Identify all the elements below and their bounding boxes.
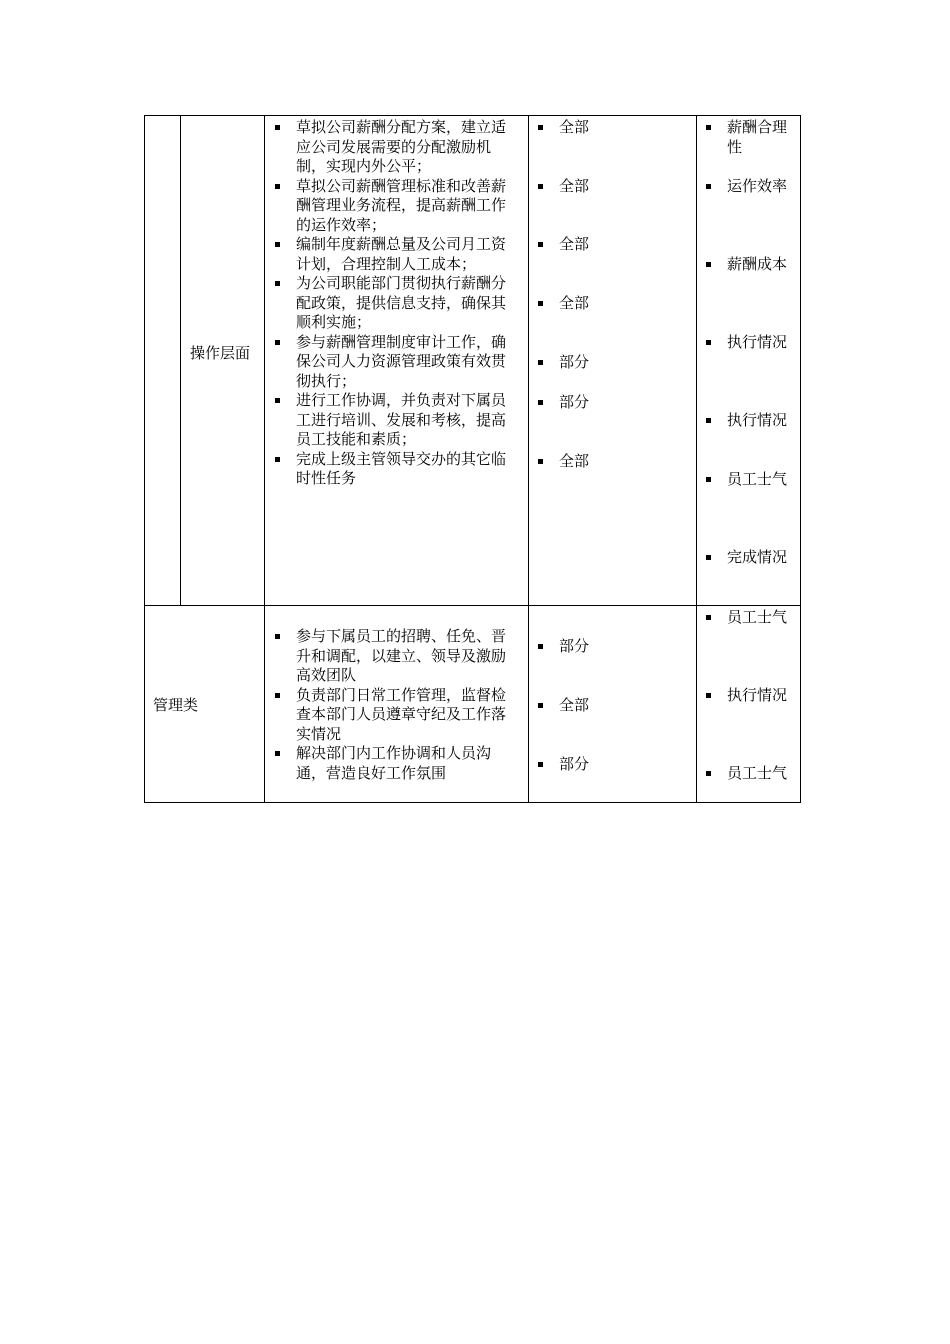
bullet-icon	[275, 457, 280, 462]
scope-item: 全部	[538, 294, 589, 314]
list-item: 草拟公司薪酬分配方案，建立适应公司发展需要的分配激励机制，实现内外公平；	[275, 118, 515, 177]
scope-item: 全部	[538, 696, 589, 716]
bullet-icon	[706, 340, 711, 345]
bullet-icon	[538, 762, 543, 767]
metric-item: 薪酬成本	[706, 255, 787, 275]
metric-item: 执行情况	[706, 333, 787, 353]
metric-item: 员工士气	[706, 608, 787, 628]
bullet-icon	[538, 703, 543, 708]
list-item: 编制年度薪酬总量及公司月工资计划，合理控制人工成本；	[275, 235, 515, 274]
bullet-icon	[706, 615, 711, 620]
bullet-icon	[706, 693, 711, 698]
bullet-icon	[706, 477, 711, 482]
scope-item: 部分	[538, 637, 589, 657]
bullet-icon	[275, 281, 280, 286]
list-item: 进行工作协调，并负责对下属员工进行培训、发展和考核，提高员工技能和素质；	[275, 391, 515, 450]
list-item: 参与下属员工的招聘、任免、晋升和调配，以建立、领导及激励高效团队	[275, 627, 515, 686]
list-item: 草拟公司薪酬管理标准和改善薪酬管理业务流程，提高薪酬工作的运作效率；	[275, 177, 515, 236]
bullet-icon	[706, 555, 711, 560]
metric-item: 员工士气	[706, 764, 787, 801]
list-item: 为公司职能部门贯彻执行薪酬分配政策，提供信息支持，确保其顺利实施；	[275, 274, 515, 333]
table-divider	[528, 115, 529, 803]
list-item: 完成上级主管领导交办的其它临时性任务	[275, 450, 515, 489]
bullet-icon	[538, 301, 543, 306]
scope-item: 部分	[538, 393, 589, 413]
table-divider	[264, 115, 265, 803]
bullet-icon	[706, 262, 711, 267]
bullet-icon	[706, 771, 711, 776]
list-item: 解决部门内工作协调和人员沟通，营造良好工作氛围	[275, 744, 515, 783]
bullet-icon	[538, 459, 543, 464]
category-label: 管理类	[153, 696, 199, 714]
bullet-icon	[275, 693, 280, 698]
metric-item: 执行情况	[706, 411, 787, 431]
bullet-icon	[275, 340, 280, 345]
bullet-icon	[275, 751, 280, 756]
level-label: 操作层面	[190, 344, 251, 362]
bullet-icon	[706, 184, 711, 189]
bullet-icon	[706, 418, 711, 423]
metric-item: 执行情况	[706, 686, 787, 706]
list-item: 负责部门日常工作管理，监督检查本部门人员遵章守纪及工作落实情况	[275, 686, 515, 745]
bullet-icon	[275, 242, 280, 247]
bullet-icon	[538, 644, 543, 649]
list-item: 参与薪酬管理制度审计工作，确保公司人力资源管理政策有效贯彻执行；	[275, 333, 515, 392]
bullet-icon	[538, 400, 543, 405]
metric-item: 员工士气	[706, 470, 787, 490]
scope-item: 部分	[538, 755, 589, 775]
bullet-icon	[275, 398, 280, 403]
scope-item: 全部	[538, 452, 589, 472]
bullet-icon	[275, 125, 280, 130]
bullet-icon	[706, 125, 711, 130]
bullet-icon	[275, 184, 280, 189]
bullet-icon	[538, 125, 543, 130]
scope-item: 全部	[538, 177, 589, 197]
table-divider	[144, 605, 801, 606]
scope-item: 部分	[538, 353, 589, 373]
metric-item: 运作效率	[706, 177, 787, 197]
bullet-icon	[538, 242, 543, 247]
metric-item: 薪酬合理性	[706, 118, 787, 157]
scope-item: 全部	[538, 118, 589, 138]
bullet-icon	[538, 184, 543, 189]
metric-item: 完成情况	[706, 548, 787, 568]
duty-list	[275, 118, 515, 489]
scope-item: 全部	[538, 235, 589, 255]
bullet-icon	[538, 360, 543, 365]
table-divider	[180, 115, 181, 606]
duty-list	[275, 627, 515, 783]
bullet-icon	[275, 634, 280, 639]
table-divider	[696, 115, 697, 803]
